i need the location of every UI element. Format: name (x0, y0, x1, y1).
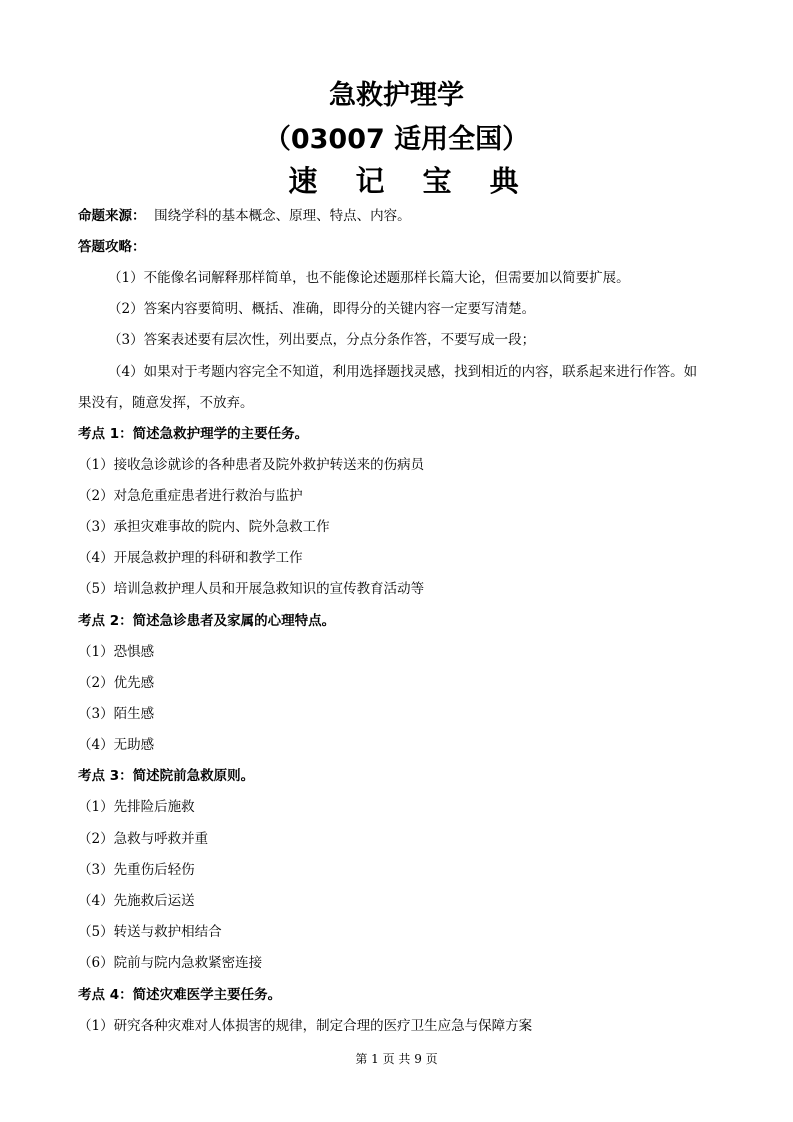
strategy-item: （2）答案内容要简明、概括、准确，即得分的关键内容一定要写清楚。 (108, 301, 536, 317)
kp1-item: （3）承担灾难事故的院内、院外急救工作 (78, 519, 330, 535)
kp2-item: （1）恐惧感 (78, 644, 155, 660)
kp1-item: （2）对急危重症患者进行救治与监护 (78, 488, 303, 504)
kp3-item: （6）院前与院内急救紧密连接 (78, 955, 263, 971)
kp2-item: （2）优先感 (78, 675, 155, 691)
kp3-heading: 考点 3：简述院前急救原则。 (78, 768, 255, 784)
kp3-item: （3）先重伤后轻伤 (78, 862, 195, 878)
kp2-item: （4）无助感 (78, 737, 155, 753)
kp1-item: （5）培训急救护理人员和开展急救知识的宣传教育活动等 (78, 581, 425, 597)
strategy-item: （3）答案表述要有层次性，列出要点，分点分条作答，不要写成一段； (108, 332, 536, 348)
kp4-item: （1）研究各种灾难对人体损害的规律，制定合理的医疗卫生应急与保障方案 (78, 1018, 533, 1034)
kp3-item: （5）转送与救护相结合 (78, 924, 222, 940)
document-title-3: 速 记 宝 典 (288, 164, 533, 198)
kp3-item: （1）先排险后施救 (78, 799, 195, 815)
document-subtitle: （03007 适用全国） (263, 124, 530, 155)
strategy-label: 答题攻略： (78, 239, 146, 255)
kp1-item: （1）接收急诊就诊的各种患者及院外救护转送来的伤病员 (78, 457, 425, 473)
kp1-heading: 考点 1：简述急救护理学的主要任务。 (78, 426, 309, 442)
kp3-item: （2）急救与呼救并重 (78, 831, 209, 847)
strategy-item: （4）如果对于考题内容完全不知道，利用选择题找灵感，找到相近的内容，联系起来进行作答。如 (108, 364, 698, 380)
kp2-heading: 考点 2：简述急诊患者及家属的心理特点。 (78, 613, 336, 629)
kp3-item: （4）先施救后运送 (78, 893, 195, 909)
kp1-item: （4）开展急救护理的科研和教学工作 (78, 550, 303, 566)
strategy-item-continued: 果没有，随意发挥，不放弃。 (78, 395, 254, 411)
source-line (78, 206, 718, 226)
page-footer: 第 1 页 共 9 页 (355, 1052, 438, 1066)
source-label: 命题来源： (78, 208, 146, 224)
document-title: 急救护理学 (329, 80, 464, 111)
source-text: 围绕学科的基本概念、原理、特点、内容。 (154, 208, 411, 224)
strategy-item: （1）不能像名词解释那样简单，也不能像论述题那样长篇大论，但需要加以简要扩展。 (108, 270, 630, 286)
kp2-item: （3）陌生感 (78, 706, 155, 722)
kp4-heading: 考点 4：简述灾难医学主要任务。 (78, 987, 282, 1003)
